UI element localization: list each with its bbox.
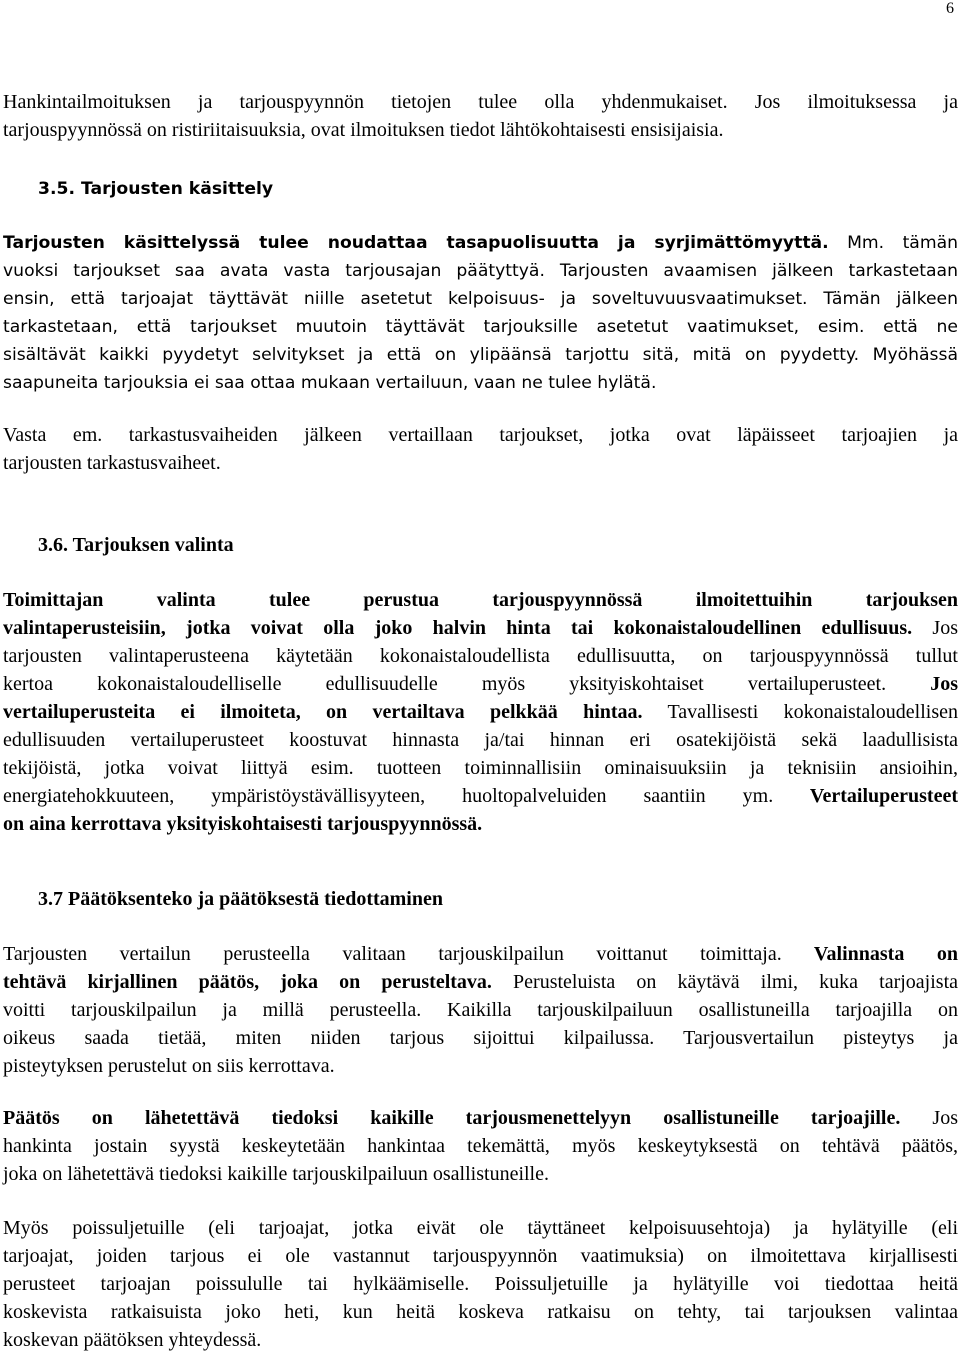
bold-text: vertailuperusteita ei ilmoiteta, on vertailtava pelkkää hintaa.: [3, 701, 643, 723]
section-heading-3-7: 3.7 Päätöksenteko ja päätöksestä tiedottaminen: [38, 888, 443, 910]
text-run: Tavallisesti kokonaistaloudellisen: [642, 701, 958, 723]
text-line: [3, 698, 958, 726]
bold-text: valintaperusteisiin, jotka voivat olla joko halvin hinta tai kokonaistaloudellinen edullisuus.: [3, 617, 913, 639]
text-line: vuoksi tarjoukset saa avata vasta tarjousajan päätyttyä. Tarjousten avaamisen jälkeen tarkastetaan: [3, 261, 958, 281]
text-line: on aina kerrottava yksityiskohtaisesti tarjouspyynnössä.: [3, 813, 483, 835]
section-3-7-paragraph-3: [3, 1214, 958, 1354]
text-line: tarjousten tarkastusvaiheet.: [3, 452, 221, 474]
text-run: Jos: [912, 617, 958, 639]
text-line: koskevista ratkaisuista joko heti, kun heitä koskeva ratkaisu on tehty, tai tarjouksen valintaa: [3, 1301, 958, 1323]
text-run: kertoa kokonaistaloudelliselle edullisuudelle myös yksityiskohtaiset vertailuperusteet.: [3, 673, 887, 695]
bold-text: Päätös on lähetettävä tiedoksi kaikille tarjousmenettelyyn osallistuneille tarjoajille.: [3, 1107, 901, 1129]
section-3-5-paragraph: [3, 229, 958, 397]
text-line: tarjouspyynnössä on ristiriitaisuuksia, ovat ilmoituksen tiedot lähtökohtaisesti ensisijaisia.: [3, 119, 724, 141]
section-3-7-paragraph-1: [3, 940, 958, 1080]
text-line: [3, 614, 958, 642]
text-line: Myös poissuljetuille (eli tarjoajat, jotka eivät ole täyttäneet kelpoisuusehtoja) ja hylätyille (eli: [3, 1217, 958, 1239]
text-line: oikeus saada tietää, miten niiden tarjous sijoittui kilpailussa. Tarjousvertailun pisteytys ja: [3, 1027, 958, 1049]
bold-text: Vertailuperusteet: [773, 785, 958, 807]
text-line: [3, 940, 958, 968]
page-number: 6: [946, 0, 954, 17]
text-line: perusteet tarjoajan poissululle tai hylkäämiselle. Poissuljetuille ja hylätyille voi tiedottaa heitä: [3, 1273, 958, 1295]
text-line: Toimittajan valinta tulee perustua tarjouspyynnössä ilmoitettuihin tarjouksen: [3, 589, 958, 611]
text-line: tarjoajat, joiden tarjous ei ole vastannut tarjouspyynnön vaatimuksia) on ilmoitettava kirjallisesti: [3, 1245, 958, 1267]
section-heading-3-5: 3.5. Tarjousten käsittely: [38, 179, 274, 199]
text-run: Jos: [900, 1107, 958, 1129]
text-line: edullisuuden vertailuperusteet koostuvat hinnasta ja/tai hinnan eri osatekijöistä sekä laadullisista: [3, 729, 958, 751]
text-line: tarkastetaan, että tarjoukset muutoin täyttävät tarjouksille asetetut vaatimukset, esim. että ne: [3, 317, 958, 337]
text-run: Mm. tämän: [828, 233, 959, 253]
text-line: Hankintailmoituksen ja tarjouspyynnön tietojen tulee olla yhdenmukaiset. Jos ilmoituksessa ja: [3, 91, 958, 113]
text-line: [3, 670, 958, 698]
text-line: voitti tarjouskilpailun ja millä perusteella. Kaikilla tarjouskilpailuun osallistuneilla tarjoajilla on: [3, 999, 958, 1021]
text-run: Perusteluista on käytävä ilmi, kuka tarjoajista: [491, 971, 959, 993]
bold-text: tehtävä kirjallinen päätös, joka on perusteltava.: [3, 971, 492, 993]
text-line: tekijöistä, jotka voivat liittyä esim. tuotteen toiminnallisiin ominaisuuksiin ja teknisiin ansioihin,: [3, 757, 958, 779]
text-line: sisältävät kaikki pyydetyt selvitykset ja että on ylipäänsä tarjottu sitä, mitä on pyydetty. Myöhässä: [3, 345, 958, 365]
section-3-7-paragraph-2: [3, 1104, 958, 1188]
intro-paragraph: [3, 88, 958, 144]
text-line: tarjousten valintaperusteena käytetään kokonaistaloudellista edullisuutta, on tarjouspyynnössä tullut: [3, 645, 958, 667]
text-line: saapuneita tarjouksia ei saa ottaa mukaan vertailuun, vaan ne tulee hylätä.: [3, 373, 657, 393]
text-line: [3, 1104, 958, 1132]
section-3-6-paragraph: [3, 586, 958, 838]
bold-text: Jos: [886, 673, 958, 695]
text-line: Vasta em. tarkastusvaiheiden jälkeen vertaillaan tarjoukset, jotka ovat läpäisseet tarjoajien ja: [3, 424, 958, 446]
section-heading-3-6: 3.6. Tarjouksen valinta: [38, 534, 234, 556]
text-run: Tarjousten vertailun perusteella valitaan tarjouskilpailun voittanut toimittaja.: [3, 943, 782, 965]
bold-text: Valinnasta on: [781, 943, 959, 965]
text-line: ensin, että tarjoajat täyttävät niille asetetut kelpoisuus- ja soveltuvuusvaatimukset. Tämän jälkeen: [3, 289, 958, 309]
text-line: [3, 782, 958, 810]
bold-text: Tarjousten käsittelyssä tulee noudattaa tasapuolisuutta ja syrjimättömyyttä.: [3, 233, 829, 253]
text-run: energiatehokkuuteen, ympäristöystävällisyyteen, huoltopalveluiden saantiin ym.: [3, 785, 774, 807]
section-3-5-paragraph-2: [3, 421, 958, 477]
text-line: joka on lähetettävä tiedoksi kaikille tarjouskilpailuun osallistuneille.: [3, 1163, 549, 1185]
text-line: [3, 229, 958, 257]
text-line: hankinta jostain syystä keskeytetään hankintaa tekemättä, myös keskeytyksestä on tehtävä päätös,: [3, 1135, 958, 1157]
text-line: pisteytyksen perustelut on siis kerrottava.: [3, 1055, 335, 1077]
text-line: [3, 968, 958, 996]
text-line: koskevan päätöksen yhteydessä.: [3, 1329, 262, 1351]
